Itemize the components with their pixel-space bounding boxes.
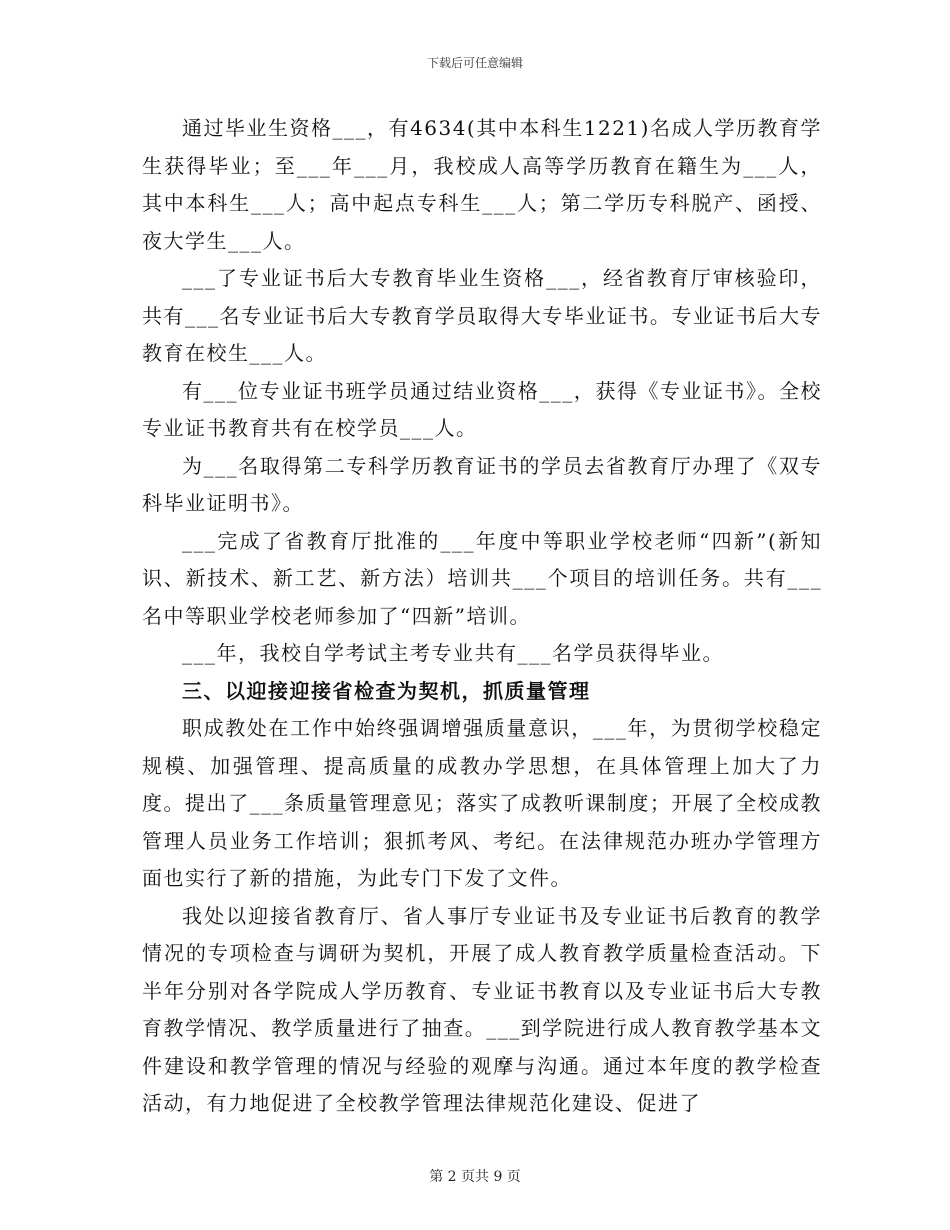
document-body xyxy=(142,110,822,1123)
paragraph-double-diploma: 为___名取得第二专科学历教育证书的学员去省教育厅办理了《双专科毕业证明书》。 xyxy=(142,453,822,515)
paragraph-self-study-exam: ___年，我校自学考试主考专业共有___名学员获得毕业。 xyxy=(182,641,724,665)
page-footer: 第 2 页共 9 页 xyxy=(429,1169,521,1185)
paragraph-four-new-training: ___完成了省教育厅批准的___年度中等职业学校老师“四新”(新知识、新技术、新工艺、新方法）培训共___个项目的培训任务。共有___名中等职业学校老师参加了“四新”培训。 xyxy=(142,528,822,628)
paragraph-inspection: 我处以迎接省教育厅、省人事厅专业证书及专业证书后教育的教学情况的专项检查与调研为契机，开展了成人教育教学质量检查活动。下半年分别对各学院成人学历教育、专业证书教育以及专业证书后大专教育教学情况、教学质量进行了抽查。___到学院进行成人教育教学基本文件建设和教学管理的情况与经验的观摩与沟通。通过本年度的教学检查活动，有力地促进了全校教学管理法律规范化建设、促进了 xyxy=(142,903,822,1115)
paragraph-quality-awareness: 职成教处在工作中始终强调增强质量意识，___年，为贯彻学校稳定规模、加强管理、提高质量的成教办学思想，在具体管理上加大了力度。提出了___条质量管理意见；落实了成教听课制度；开展了全校成教管理人员业务工作培训；狠抓考风、考纪。在法律规范办班办学管理方面也实行了新的措施，为此专门下发了文件。 xyxy=(142,716,822,890)
paragraph-post-certificate-college: ___了专业证书后大专教育毕业生资格___，经省教育厅审核验印，共有___名专业证书后大专教育学员取得大专毕业证书。专业证书后大专教育在校生___人。 xyxy=(142,266,822,365)
paragraph-certificate-class: 有___位专业证书班学员通过结业资格___，获得《专业证书》。全校专业证书教育共有在校学员___人。 xyxy=(142,378,822,440)
page-header: 下载后可任意编辑 xyxy=(426,56,523,70)
paragraph-graduates: 通过毕业生资格___，有4634(其中本科生1221)名成人学历教育学生获得毕业；至___年___月，我校成人高等学历教育在籍生为___人，其中本科生___人；高中起点专科生___人；第二学历专科脱产、函授、夜大学生___人。 xyxy=(142,116,822,253)
section-heading: 三、以迎接迎接省检查为契机，抓质量管理 xyxy=(182,678,591,703)
